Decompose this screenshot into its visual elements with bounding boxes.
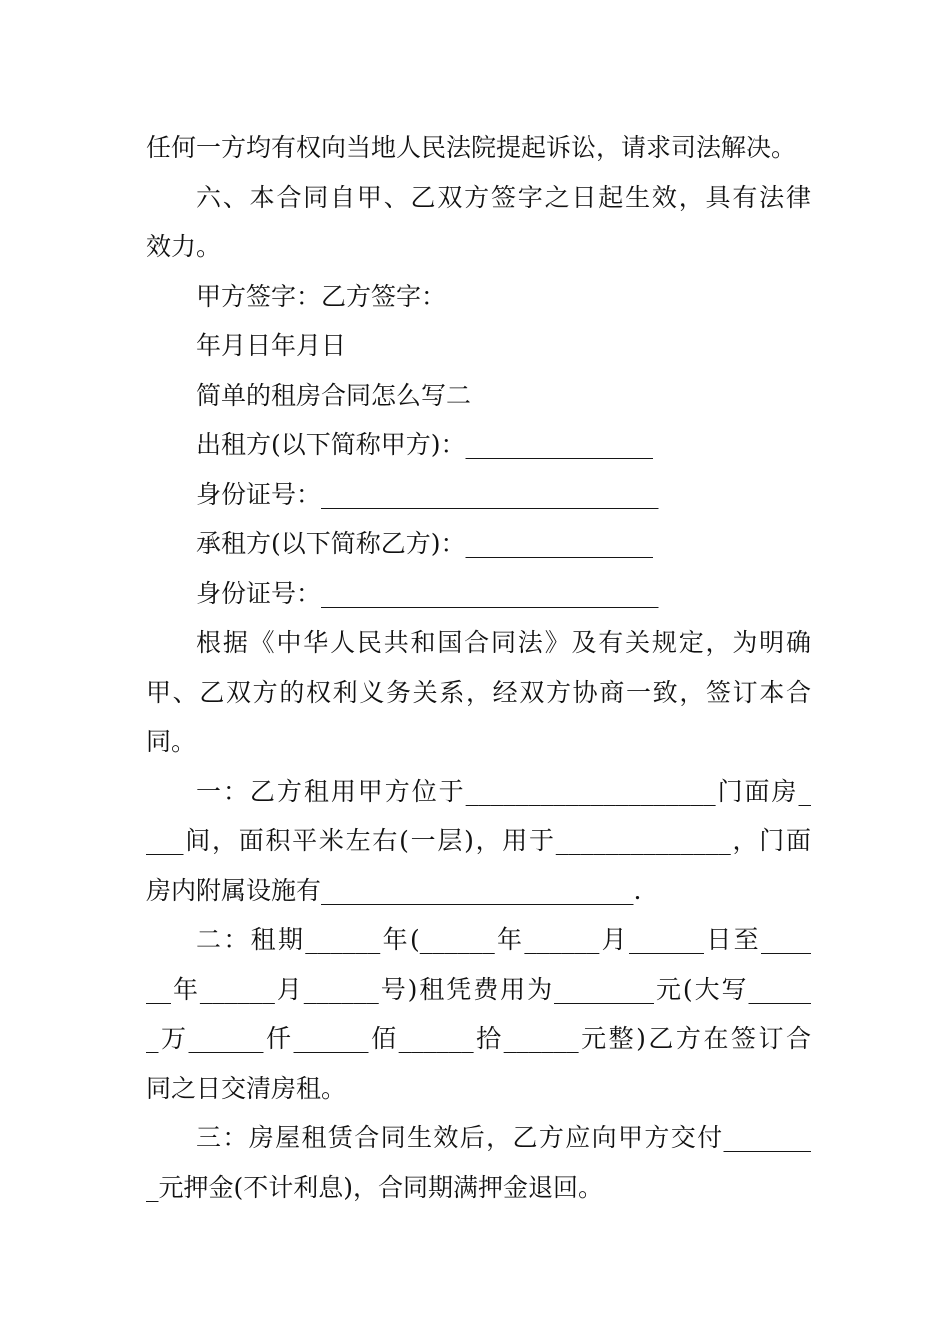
contract-text [146,123,811,1212]
clause-two-line: __年______月______号)租凭费用为________元(大写_____ [146,974,811,1004]
clause-one-line: ___间，面积平米左右(一层)，用于______________，门面 [146,826,811,855]
date-line: 年月日年月日 [196,331,347,360]
signature-line: 甲方签字：乙方签字： [196,281,447,311]
text-line: 同。 [146,727,197,756]
lessee-id-field: 身份证号：___________________________ [196,578,659,608]
clause-two-line: _万______仟______佰______拾______元整)乙方在签订合 [146,1024,811,1053]
lessor-id-field: 身份证号：___________________________ [196,479,659,509]
clause-three-line: 三：房屋租赁合同生效后，乙方应向甲方交付_______ [196,1123,811,1152]
text-line: 六、本合同自甲、乙双方签字之日起生效，具有法律 [196,182,811,212]
text-line: 甲、乙双方的权利义务关系，经双方协商一致，签订本合 [146,677,811,707]
text-line: 效力。 [146,232,222,261]
clause-two-line: 同之日交清房租。 [146,1073,347,1103]
lessee-field: 承租方(以下简称乙方)：_______________ [196,529,654,558]
text-line: 根据《中华人民共和国合同法》及有关规定，为明确 [196,628,811,657]
clause-three-line: _元押金(不计利息)，合同期满押金退回。 [146,1172,604,1202]
clause-two-line: 二：租期______年(______年______月______日至____ [196,925,811,954]
section-title: 简单的租房合同怎么写二 [196,380,472,410]
clause-one-line: 房内附属设施有_________________________. [146,875,642,905]
lessor-field: 出租方(以下简称甲方)：_______________ [196,430,654,459]
text-line: 任何一方均有权向当地人民法院提起诉讼，请求司法解决。 [146,133,797,162]
clause-one-line: 一：乙方租用甲方位于____________________门面房_ [196,776,811,806]
